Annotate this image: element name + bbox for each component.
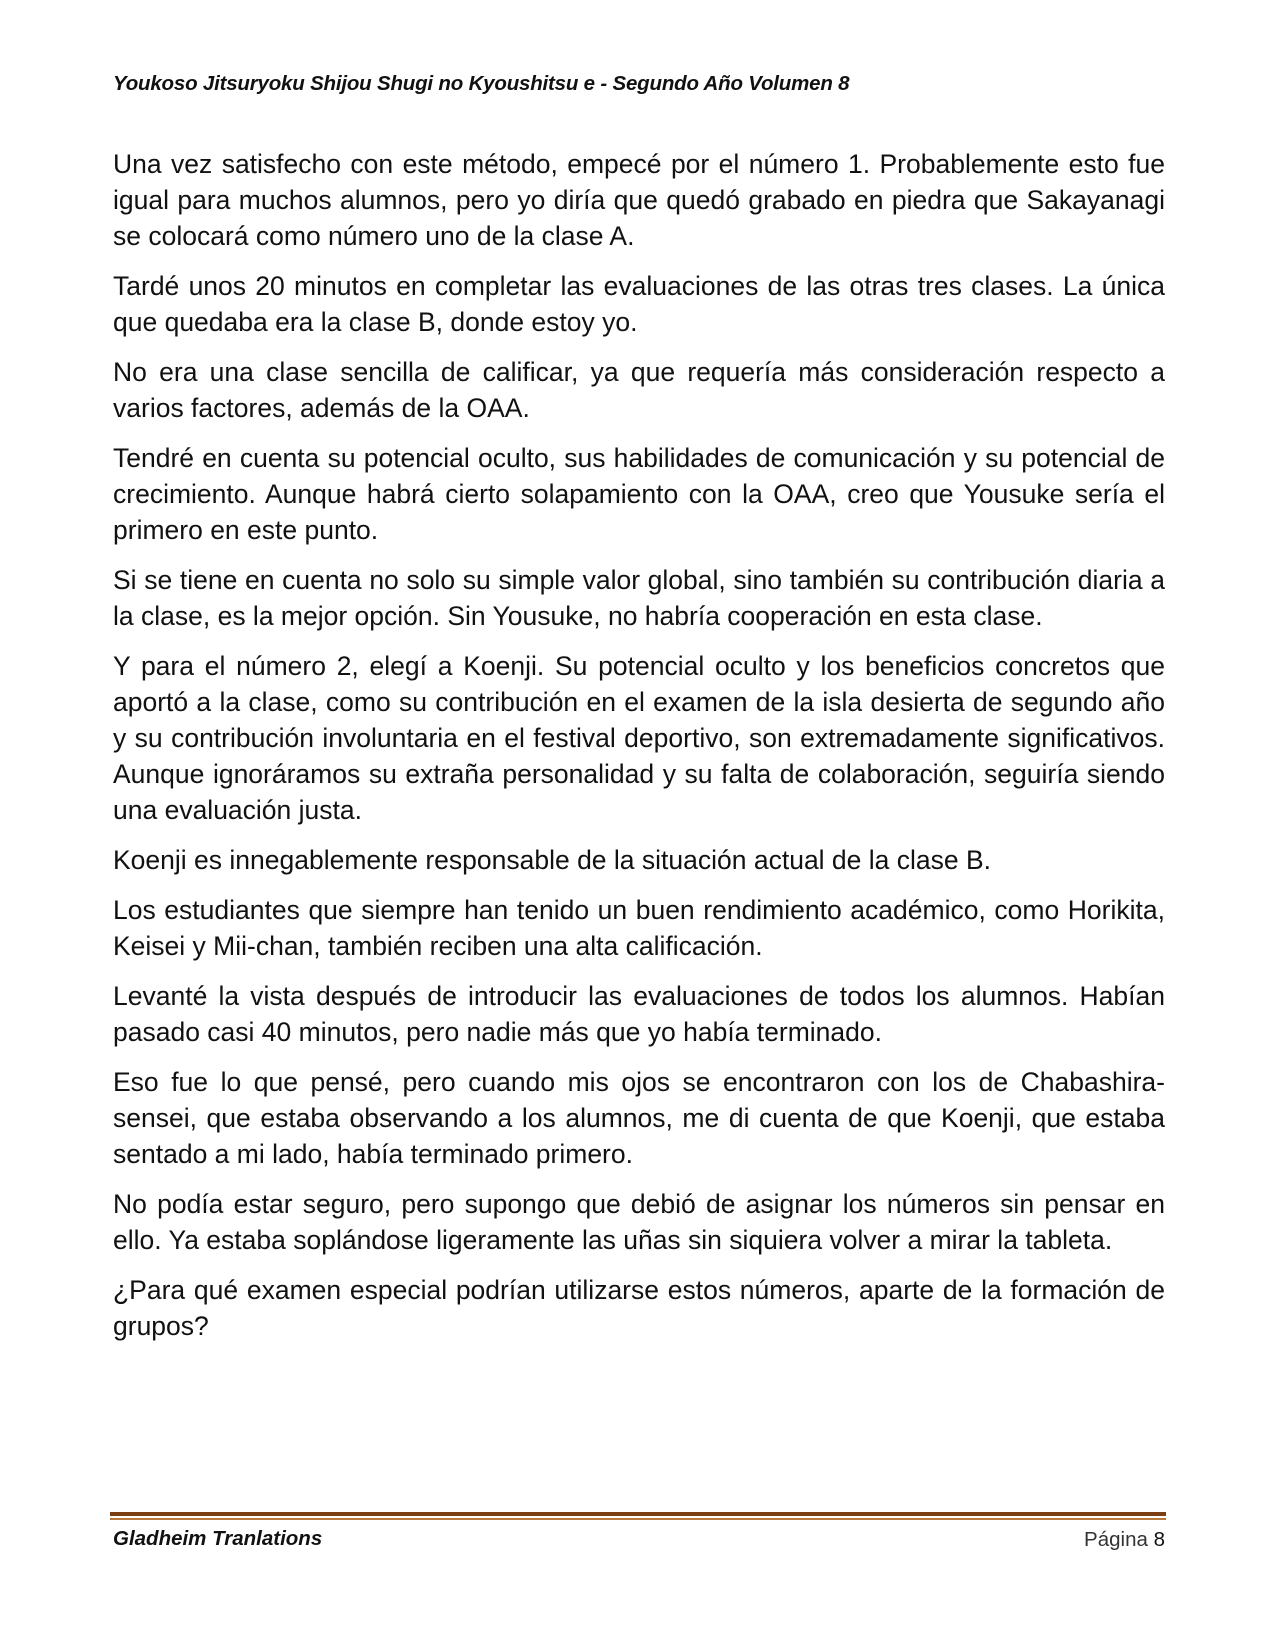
paragraph: No podía estar seguro, pero supongo que debió de asignar los números sin pensar en ello. Ya estaba soplándose ligeramente las uñas sin siquiera volver a mirar la tableta. [113, 1189, 1165, 1255]
paragraph: Tendré en cuenta su potencial oculto, sus habilidades de comunicación y su potencial de crecimiento. Aunque habrá cierto solapamiento con la OAA, creo que Yousuke sería el primero en este punto. [113, 443, 1165, 545]
paragraph: Koenji es innegablemente responsable de la situación actual de la clase B. [113, 845, 992, 875]
footer-rule-thick [110, 1512, 1166, 1516]
body-text [113, 146, 1165, 1358]
paragraph: Si se tiene en cuenta no solo su simple valor global, sino también su contribución diaria a la clase, es la mejor opción. Sin Yousuke, no habría cooperación en esta clase. [113, 565, 1165, 631]
paragraph: Tardé unos 20 minutos en completar las evaluaciones de las otras tres clases. La única que quedaba era la clase B, donde estoy yo. [113, 271, 1165, 337]
paragraph: Y para el número 2, elegí a Koenji. Su potencial oculto y los beneficios concretos que aportó a la clase, como su contribución en el examen de la isla desierta de segundo año y su contribución involuntaria en el festival deportivo, son extremadamente significativos. Aunque ignoráramos su extraña personalidad y su falta de colaboración, seguiría siendo una evaluación justa. [113, 651, 1165, 825]
footer-rule-thin [110, 1518, 1166, 1520]
running-header: Youkoso Jitsuryoku Shijou Shugi no Kyoushitsu e - Segundo Año Volumen 8 [113, 72, 850, 95]
paragraph: Eso fue lo que pensé, pero cuando mis ojos se encontraron con los de Chabashira-sensei, que estaba observando a los alumnos, me di cuenta de que Koenji, que estaba sentado a mi lado, había terminado primero. [113, 1067, 1165, 1169]
paragraph: Levanté la vista después de introducir las evaluaciones de todos los alumnos. Habían pasado casi 40 minutos, pero nadie más que yo había terminado. [113, 981, 1165, 1047]
footer-credit: Gladheim Tranlations [113, 1527, 323, 1550]
page-number: 8 [1153, 1528, 1165, 1551]
page-label: Página [1084, 1528, 1148, 1551]
paragraph: Una vez satisfecho con este método, empecé por el número 1. Probablemente esto fue igual para muchos alumnos, pero yo diría que quedó grabado en piedra que Sakayanagi se colocará como número uno de la clase A. [113, 149, 1165, 251]
paragraph: ¿Para qué examen especial podrían utilizarse estos números, aparte de la formación de grupos? [113, 1275, 1165, 1341]
page-number-block [1084, 1528, 1165, 1552]
paragraph: No era una clase sencilla de calificar, ya que requería más consideración respecto a varios factores, además de la OAA. [113, 357, 1165, 423]
paragraph: Los estudiantes que siempre han tenido un buen rendimiento académico, como Horikita, Keisei y Mii-chan, también reciben una alta calificación. [113, 895, 1165, 961]
